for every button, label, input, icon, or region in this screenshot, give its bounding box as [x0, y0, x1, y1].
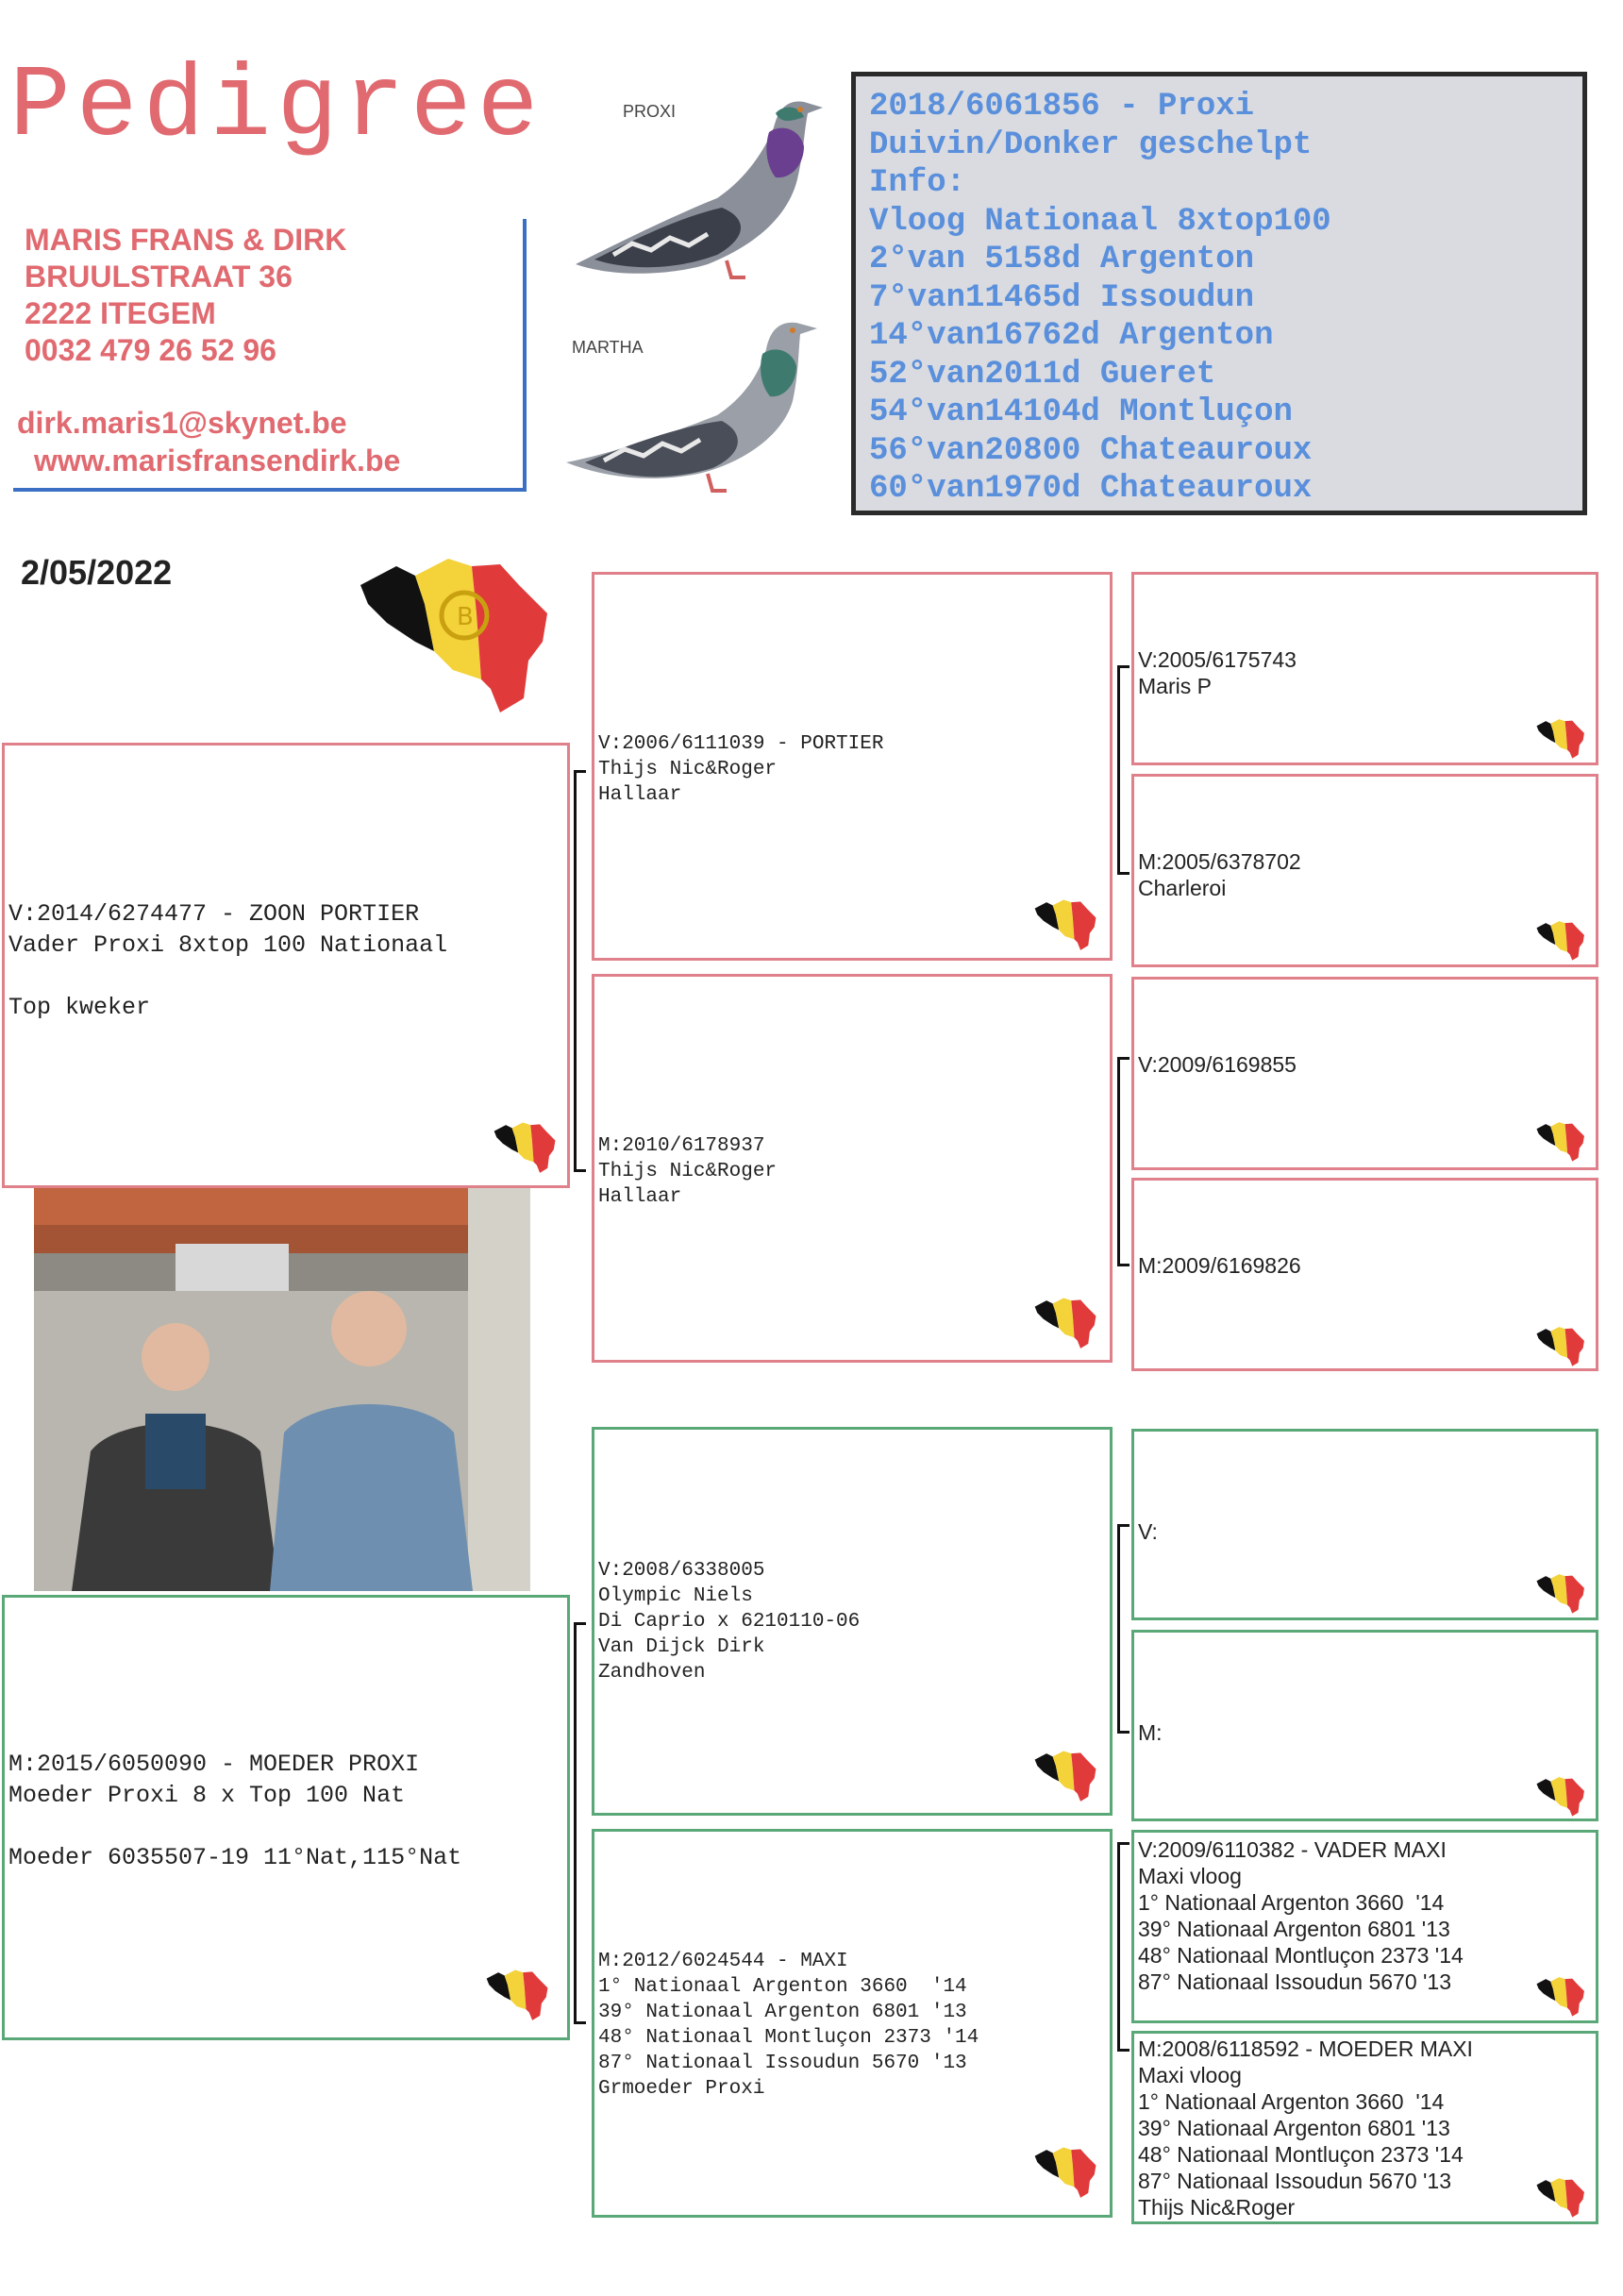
belgium-flag-icon: [1536, 1774, 1589, 1818]
ff-ring: V:2006/6111039 - PORTIER: [598, 733, 884, 755]
info-line: 56°van20800 Chateauroux: [869, 432, 1313, 469]
breeders-photo-image: [34, 1187, 530, 1591]
mmm-line: Maxi vloog: [1138, 2063, 1242, 2087]
fmm-ring: M:2009/6169826: [1138, 1253, 1301, 1278]
info-heading: Info:: [869, 165, 966, 201]
belgium-flag-icon: [1536, 1324, 1589, 1367]
contact-name: MARIS FRANS & DIRK: [25, 223, 347, 257]
mff-ring: V:: [1138, 1519, 1158, 1544]
belgium-flag-icon: [1536, 1974, 1589, 2018]
fmf-ring: V:2009/6169855: [1138, 1052, 1297, 1077]
father-ring: V:2014/6274477 - ZOON PORTIER: [8, 900, 420, 928]
info-line: 60°van1970d Chateauroux: [869, 471, 1313, 507]
pedigree-box-fff: [1131, 572, 1598, 765]
pedigree-connector: [1117, 1524, 1129, 1734]
pedigree-box-mm: [592, 1829, 1113, 2218]
mmf-line: Maxi vloog: [1138, 1864, 1242, 1888]
mmf-line: 48° Nationaal Montluçon 2373 '14: [1138, 1943, 1464, 1968]
mmf-ring: V:2009/6110382 - VADER MAXI: [1138, 1837, 1447, 1862]
mm-line: Grmoeder Proxi: [598, 2078, 765, 2100]
mmm-line: 87° Nationaal Issoudun 5670 '13: [1138, 2169, 1452, 2193]
bird-label-martha: MARTHA: [572, 338, 644, 357]
belgium-flag-icon: [1536, 1119, 1589, 1163]
belgium-flag-icon: [1034, 896, 1102, 952]
mm-ring: M:2012/6024544 - MAXI: [598, 1951, 848, 1972]
pedigree-connector: [1117, 1842, 1129, 2052]
pedigree-box-mff: [1131, 1429, 1598, 1620]
contact-website[interactable]: www.marisfransendirk.be: [34, 444, 401, 478]
mmm-line: 1° Nationaal Argenton 3660 '14: [1138, 2089, 1445, 2114]
ffm-ring: M:2005/6378702: [1138, 849, 1301, 874]
fm-line: Thijs Nic&Roger: [598, 1161, 778, 1182]
contact-city: 2222 ITEGEM: [25, 296, 216, 330]
belgium-flag-icon: [1536, 716, 1589, 760]
pedigree-connector: [574, 1622, 586, 2024]
mmf-line: 39° Nationaal Argenton 6801 '13: [1138, 1917, 1450, 1941]
info-line: Vloog Nationaal 8xtop100: [869, 203, 1331, 240]
mother-line: Moeder Proxi 8 x Top 100 Nat: [8, 1782, 406, 1809]
belgium-logo-icon: [359, 547, 566, 717]
belgium-flag-icon: [1536, 2175, 1589, 2219]
contact-street: BRUULSTRAAT 36: [25, 260, 293, 293]
pedigree-connector: [574, 770, 586, 1172]
fm-line: Hallaar: [598, 1186, 682, 1208]
contact-block: [13, 219, 527, 492]
mmm-ring: M:2008/6118592 - MOEDER MAXI: [1138, 2036, 1473, 2061]
father-line: Top kweker: [8, 994, 151, 1021]
pedigree-box-fm: [592, 974, 1113, 1363]
pedigree-box-fmm: [1131, 1178, 1598, 1371]
mmm-line: 48° Nationaal Montluçon 2373 '14: [1138, 2142, 1464, 2167]
pedigree-box-mfm: [1131, 1630, 1598, 1821]
ff-line: Thijs Nic&Roger: [598, 759, 778, 780]
belgium-flag-icon: [486, 1966, 554, 2022]
belgium-flag-icon: [1034, 2143, 1102, 2200]
mf-line: Di Caprio x 6210110-06: [598, 1611, 861, 1633]
info-box: [851, 72, 1587, 515]
belgium-flag-icon: [494, 1118, 561, 1175]
pedigree-box-mother: [2, 1595, 570, 2040]
mm-line: 1° Nationaal Argenton 3660 '14: [598, 1976, 967, 1998]
info-color: Duivin/Donker geschelpt: [869, 126, 1313, 163]
pigeon-proxi-image: [557, 75, 830, 283]
mf-line: Olympic Niels: [598, 1585, 753, 1607]
pedigree-box-ff: [592, 572, 1113, 961]
belgium-flag-icon: [1536, 918, 1589, 962]
ff-line: Hallaar: [598, 784, 682, 806]
mm-line: 87° Nationaal Issoudun 5670 '13: [598, 2053, 967, 2074]
mmm-line: 39° Nationaal Argenton 6801 '13: [1138, 2116, 1450, 2140]
pedigree-connector: [1117, 665, 1129, 875]
mmm-line: Thijs Nic&Roger: [1138, 2195, 1296, 2220]
mm-line: 39° Nationaal Argenton 6801 '13: [598, 2002, 967, 2023]
mf-line: Van Dijck Dirk: [598, 1636, 765, 1658]
info-line: 2°van 5158d Argenton: [869, 242, 1255, 277]
info-line: 14°van16762d Argenton: [869, 318, 1274, 354]
belgium-flag-icon: [1034, 1747, 1102, 1803]
pigeon-martha-image: [557, 302, 830, 500]
page-title: Pedigree: [9, 50, 544, 165]
fff-line: Maris P: [1138, 674, 1212, 698]
pedigree-box-mmm: [1131, 2031, 1598, 2224]
pedigree-box-father: [2, 743, 570, 1188]
info-ring: 2018/6061856 - Proxi: [869, 89, 1255, 125]
pedigree-box-fmf: [1131, 977, 1598, 1170]
mf-ring: V:2008/6338005: [598, 1560, 765, 1582]
contact-phone: 0032 479 26 52 96: [25, 333, 276, 367]
info-line: 7°van11465d Issoudun: [869, 279, 1255, 316]
svg-text:B: B: [457, 603, 474, 631]
contact-email[interactable]: dirk.maris1@skynet.be: [17, 406, 347, 440]
mmf-line: 87° Nationaal Issoudun 5670 '13: [1138, 1969, 1452, 1994]
pedigree-connector: [1117, 1057, 1129, 1266]
info-line: 54°van14104d Montluçon: [869, 394, 1293, 430]
pedigree-box-ffm: [1131, 774, 1598, 967]
mmf-line: 1° Nationaal Argenton 3660 '14: [1138, 1890, 1445, 1915]
belgium-flag-icon: [1034, 1294, 1102, 1350]
mf-line: Zandhoven: [598, 1662, 706, 1684]
pedigree-date: 2/05/2022: [21, 553, 173, 592]
pedigree-box-mmf: [1131, 1830, 1598, 2023]
ffm-line: Charleroi: [1138, 876, 1227, 900]
mother-ring: M:2015/6050090 - MOEDER PROXI: [8, 1751, 420, 1778]
pedigree-box-mf: [592, 1427, 1113, 1816]
belgium-flag-icon: [1536, 1571, 1589, 1615]
mfm-ring: M:: [1138, 1720, 1163, 1745]
fff-ring: V:2005/6175743: [1138, 647, 1297, 672]
bird-label-proxi: PROXI: [623, 102, 677, 121]
mother-line: Moeder 6035507-19 11°Nat,115°Nat: [8, 1844, 462, 1871]
father-line: Vader Proxi 8xtop 100 Nationaal: [8, 931, 448, 959]
fm-ring: M:2010/6178937: [598, 1135, 765, 1157]
info-line: 52°van2011d Gueret: [869, 356, 1216, 393]
mm-line: 48° Nationaal Montluçon 2373 '14: [598, 2027, 979, 2049]
